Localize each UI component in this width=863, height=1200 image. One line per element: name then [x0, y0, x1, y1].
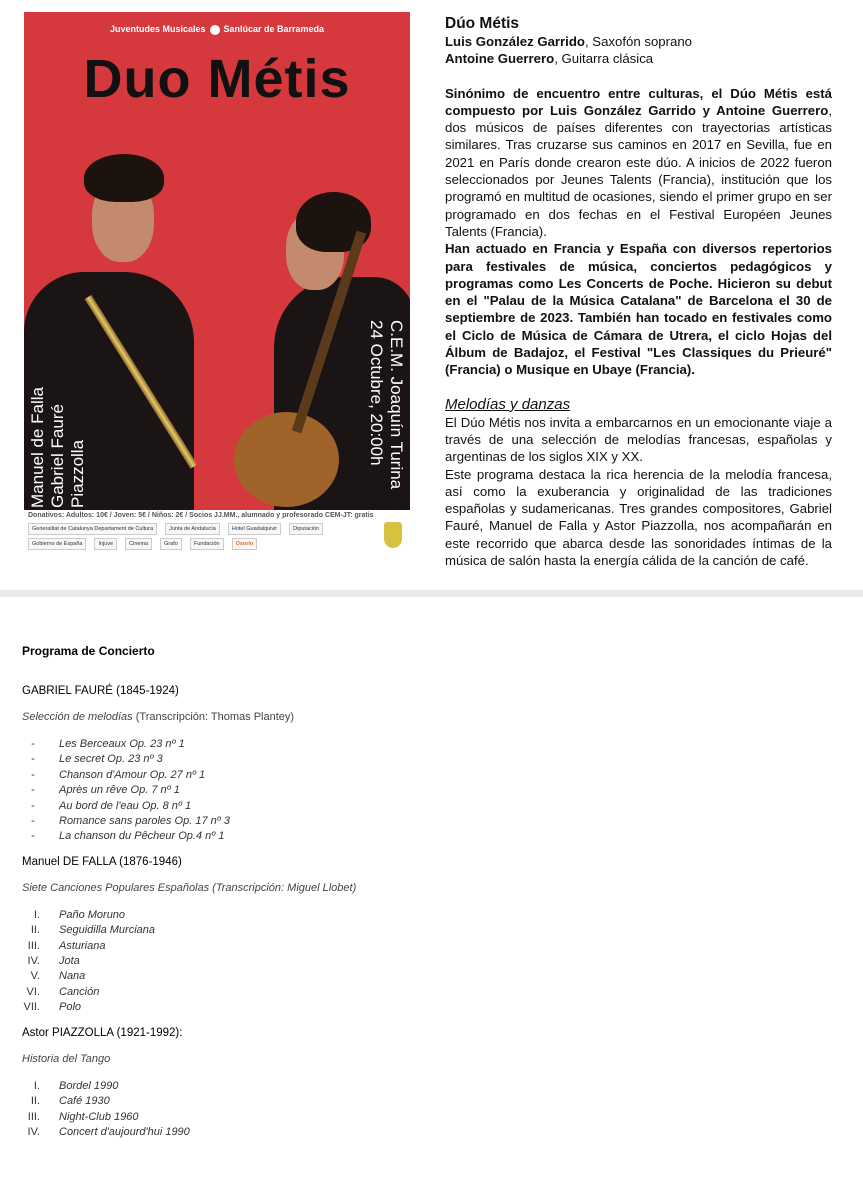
piece-title: Le secret Op. 23 nº 3: [59, 753, 163, 766]
poster-org: Juventudes Musicales: [109, 24, 206, 34]
composer-heading: Manuel DE FALLA (1876-1946): [22, 855, 182, 868]
sponsor-logo: Fundación: [190, 538, 224, 550]
donations-text: Donativos: Adultos: 10€ / Joven: 5€ / Niños: 2€ / Socios JJ.MM., alumnado y profesorado CEM-JT: gratis: [28, 512, 374, 519]
composer-line: Piazzolla: [68, 439, 87, 508]
work-title: Siete Canciones Populares Españolas (Transcripción: Miguel Llobet): [22, 881, 357, 894]
sponsor-logo: Junta de Andalucía: [165, 523, 220, 535]
piazzolla-pieces: [22, 1079, 722, 1141]
list-marker: VII.: [23, 1001, 40, 1014]
list-marker: III.: [27, 939, 40, 952]
list-marker: -: [31, 753, 35, 766]
falla-pieces: [22, 908, 722, 1016]
poster-composers: [28, 387, 88, 508]
sponsor-logos: [28, 523, 368, 550]
page-2: [0, 597, 863, 1200]
guitar: [234, 412, 339, 507]
work-name: Selección de melodías: [22, 711, 133, 723]
program-piece: [22, 752, 722, 767]
sponsor-logo: Cinema: [125, 538, 152, 550]
piece-title: Après un rêve Op. 7 nº 1: [59, 784, 180, 797]
program-piece: [22, 829, 722, 844]
section-title: Melodías y danzas: [445, 395, 571, 413]
saxophonist-hair: [84, 154, 164, 202]
member-name: Luis González Garrido: [445, 34, 585, 49]
faure-pieces: [22, 737, 722, 845]
member-name: Antoine Guerrero: [445, 51, 555, 67]
program-piece: [22, 768, 722, 783]
colon: :: [179, 1026, 183, 1039]
piece-title: Café 1930: [59, 1095, 110, 1108]
program-piece: [22, 1094, 722, 1109]
list-marker: -: [31, 784, 35, 797]
piece-title: La chanson du Pêcheur Op.4 nº 1: [59, 830, 225, 843]
piece-title: Au bord de l'eau Op. 8 nº 1: [59, 799, 192, 812]
member-role: , Guitarra clásica: [554, 51, 654, 67]
poster-venue: C.E.M. Joaquín Turina: [387, 320, 406, 490]
list-marker: -: [31, 738, 35, 750]
list-marker: VI.: [26, 985, 40, 998]
concert-poster: [24, 12, 410, 560]
list-marker: -: [31, 830, 35, 843]
poster-date: 24 Octubre, 20:00h: [367, 320, 386, 466]
program-piece: [22, 783, 722, 798]
sponsor-logo: Injuve: [94, 538, 117, 550]
list-marker: III.: [27, 1110, 40, 1123]
intro-text: [445, 14, 832, 569]
work-title: Historia del Tango: [22, 1052, 111, 1065]
sponsor-logo: Generalitat de Catalunya Departament de Cultura: [28, 523, 157, 535]
piece-title: Jota: [59, 955, 80, 968]
description-paragraph: El Dúo Métis nos invita a embarcarnos en un emocionante viaje a través de una selección de melodías francesas, españolas y argentinas de los siglos XIX y XX.: [445, 414, 832, 465]
composer-line: Manuel de Falla: [28, 387, 47, 508]
poster-title: Duo Métis: [83, 49, 351, 109]
member-line: [445, 33, 832, 50]
program-piece: [22, 1110, 722, 1125]
bio-paragraph: [445, 85, 832, 241]
page-1: [0, 0, 863, 590]
work-note: (Transcripción: Thomas Plantey): [132, 711, 295, 723]
piece-title: Paño Moruno: [59, 908, 126, 921]
coat-of-arms-icon: [384, 522, 402, 548]
piece-title: Chanson d'Amour Op. 27 nº 1: [59, 768, 206, 781]
piece-title: Seguidilla Murciana: [59, 924, 155, 937]
program-piece: [22, 908, 722, 923]
piece-title: Romance sans paroles Op. 17 nº 3: [59, 815, 230, 828]
work-title: [22, 711, 722, 723]
program-piece: [22, 985, 722, 1000]
composer-heading: GABRIEL FAURÉ (1845-1924): [22, 685, 179, 697]
program-piece: [22, 814, 722, 829]
duo-title: Dúo Métis: [445, 15, 520, 32]
list-marker: -: [31, 799, 35, 812]
list-marker: -: [31, 815, 35, 828]
member-role: , Saxofón soprano: [584, 34, 693, 49]
sponsor-logo: Osorio: [232, 538, 258, 550]
bio-paragraph-2: Han actuado en Francia y España con diversos repertorios para festivales de música, conciertos pedagógicos y programas como Les Concerts de Poche. Hicieron su debut en el "Palau de la Música Catalana" de Barcelona el 30 de septiembre de 2023. También han tocado en festivales como el Ciclo de Música de Cámara de Utrera, el ciclo Hojas del Álbum de Badajoz, el Festival "Les Classiques du Prieuré" (Francia) o Musique en Ubaye (Francia).: [445, 241, 832, 378]
program-piece: [22, 939, 722, 954]
program-piece: [22, 737, 722, 752]
member-line: [445, 50, 832, 67]
list-marker: V.: [30, 970, 40, 983]
program-piece: [22, 1079, 722, 1094]
program-title: Programa de Concierto: [22, 644, 155, 658]
sponsor-logo: Diputación: [289, 523, 323, 535]
program-piece: [22, 1125, 722, 1140]
composer-name: Astor PIAZZOLLA (1921-1992): [22, 1026, 180, 1039]
program-piece: [22, 969, 722, 984]
bio-bold: Sinónimo de encuentro entre culturas, el Dúo Métis está compuesto por Luis González Garrido y Antoine Guerrero: [445, 85, 832, 118]
list-marker: II.: [30, 1095, 40, 1108]
poster-footer: [24, 510, 410, 560]
list-marker: II.: [30, 924, 40, 937]
sponsor-logo: Gobierno de España: [28, 538, 86, 550]
bio-rest: , dos músicos de países diferentes con trayectorias artísticas similares. Tras cruzarse sus caminos en 2017 en Sevilla, fue en 2021 en París donde crearon este dúo. A inicios de 2022 fueron seleccionados por Jeunes Talents (Francia), institución que los programó en multitud de ocasiones, siendo el primer grupo en ser programado en dos fechas en el Festival Européen Jeunes Talents (Francia).: [445, 102, 832, 239]
program-piece: [22, 923, 722, 938]
composer-heading: [22, 1027, 722, 1039]
list-marker: IV.: [27, 955, 40, 968]
program-piece: [22, 799, 722, 814]
piece-title: Concert d'aujourd'hui 1990: [59, 1125, 190, 1138]
composer-line: Gabriel Fauré: [48, 404, 67, 508]
poster-city: Sanlúcar de Barrameda: [223, 24, 325, 34]
description-paragraph: Este programa destaca la rica herencia de la melodía francesa, así como la exuberancia y originalidad de las tradiciones españolas y sudamericanas. Tres grandes compositores, Gabriel Fauré, Manuel de Falla y Astor Piazzolla, nos acompañarán en este recorrido que abarca desde las sonoridades íntimas de la música de salón hasta la energía cálida de la canción de café.: [445, 466, 832, 569]
poster-venue-date: [366, 320, 406, 489]
piece-title: Asturiana: [59, 939, 106, 952]
concert-program: [22, 644, 722, 1140]
sponsor-logo: Grafo: [160, 538, 182, 550]
piece-title: Bordel 1990: [59, 1079, 119, 1092]
program-piece: [22, 954, 722, 969]
list-marker: IV.: [27, 1125, 40, 1138]
list-marker: I.: [33, 1079, 40, 1092]
sponsor-logo: Hotel Guadalquivir: [228, 523, 281, 535]
list-marker: -: [31, 768, 35, 781]
piece-title: Night-Club 1960: [59, 1110, 139, 1123]
piece-title: Nana: [59, 970, 86, 983]
jjmm-logo-icon: [210, 25, 220, 35]
piece-title: Canción: [59, 985, 100, 998]
piece-title: Les Berceaux Op. 23 nº 1: [59, 738, 185, 750]
list-marker: I.: [33, 908, 40, 921]
poster-header: [24, 24, 410, 35]
program-piece: [22, 1000, 722, 1015]
piece-title: Polo: [59, 1001, 82, 1014]
